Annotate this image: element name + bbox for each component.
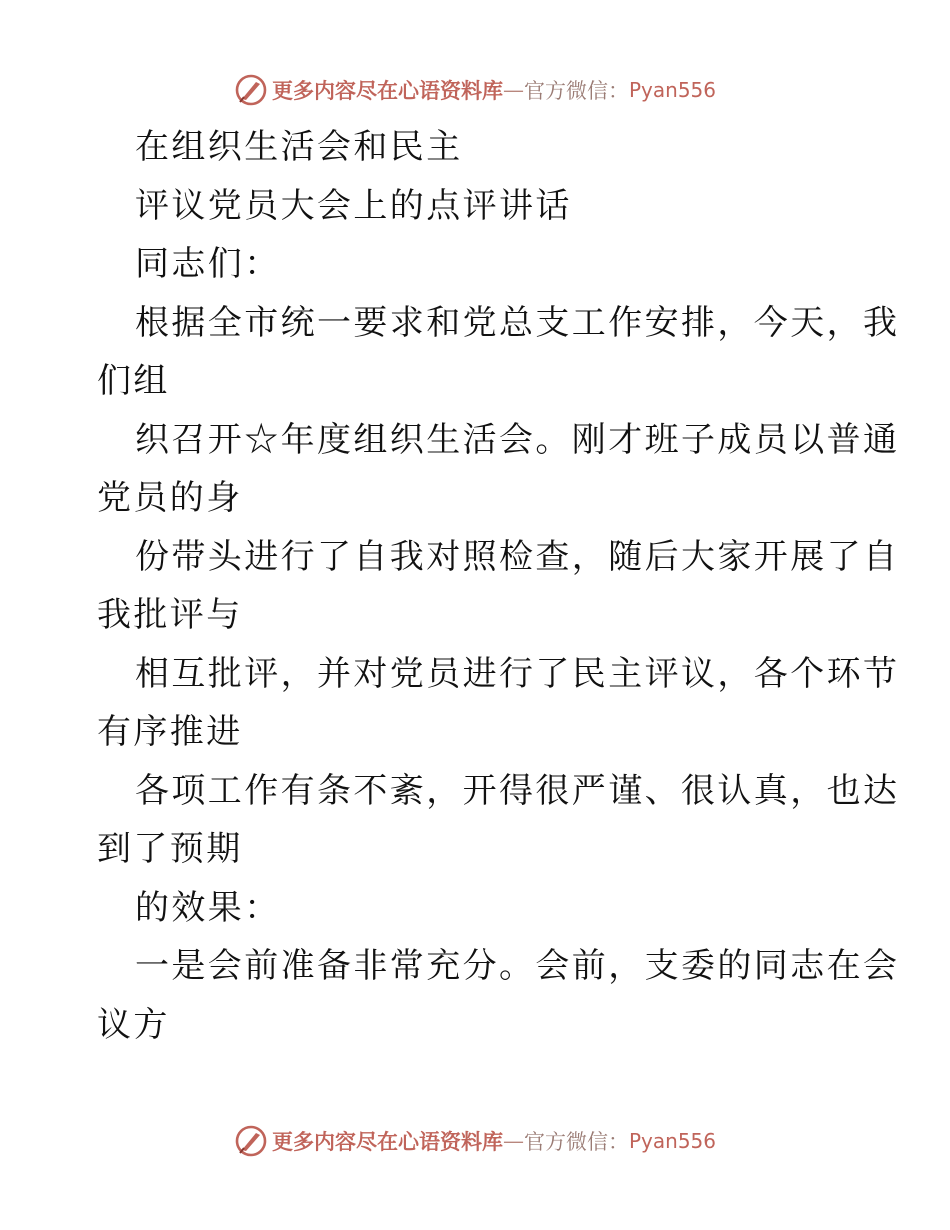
doc-line: 份带头进行了自我对照检查，随后大家开展了自 [135,536,900,577]
watermark-wechat-label: 官方微信： [523,79,629,103]
doc-line: 评议党员大会上的点评讲话 [135,185,572,226]
quill-pen-circle-icon [234,73,268,107]
doc-line: 议方 [97,1004,170,1045]
quill-pen-circle-icon [234,1124,268,1158]
doc-line: 在组织生活会和民主 [135,127,463,167]
watermark-separator: — [502,78,524,102]
doc-line: 到了预期 [97,829,243,869]
doc-line: 一是会前准备非常充分。会前，支委的同志在会 [135,946,900,986]
doc-line: 我批评与 [97,595,243,635]
watermark-wechat-label: 官方微信： [523,1130,629,1154]
header-watermark [0,70,950,110]
doc-line: 各项工作有条不紊，开得很严谨、很认真，也达 [135,770,900,811]
watermark-site-text: 更多内容尽在心语资料库 [271,78,503,103]
doc-line: 同志们： [135,244,281,284]
watermark-separator: — [502,1129,524,1153]
watermark-wechat-id: Pyan556 [628,78,716,102]
doc-line: 党员的身 [97,478,243,518]
watermark-site-text: 更多内容尽在心语资料库 [271,1129,503,1154]
doc-line: 织召开☆年度组织生活会。刚才班子成员以普通 [135,419,900,460]
document-body [97,118,900,1054]
doc-line: 相互批评，并对党员进行了民主评议，各个环节 [135,653,900,694]
doc-line: 的效果： [135,887,281,928]
doc-line: 有序推进 [97,712,243,752]
doc-line: 根据全市统一要求和党总支工作安排，今天，我 [135,302,900,343]
doc-line: 们组 [97,361,170,401]
footer-watermark [0,1121,950,1161]
watermark-wechat-id: Pyan556 [628,1129,716,1153]
